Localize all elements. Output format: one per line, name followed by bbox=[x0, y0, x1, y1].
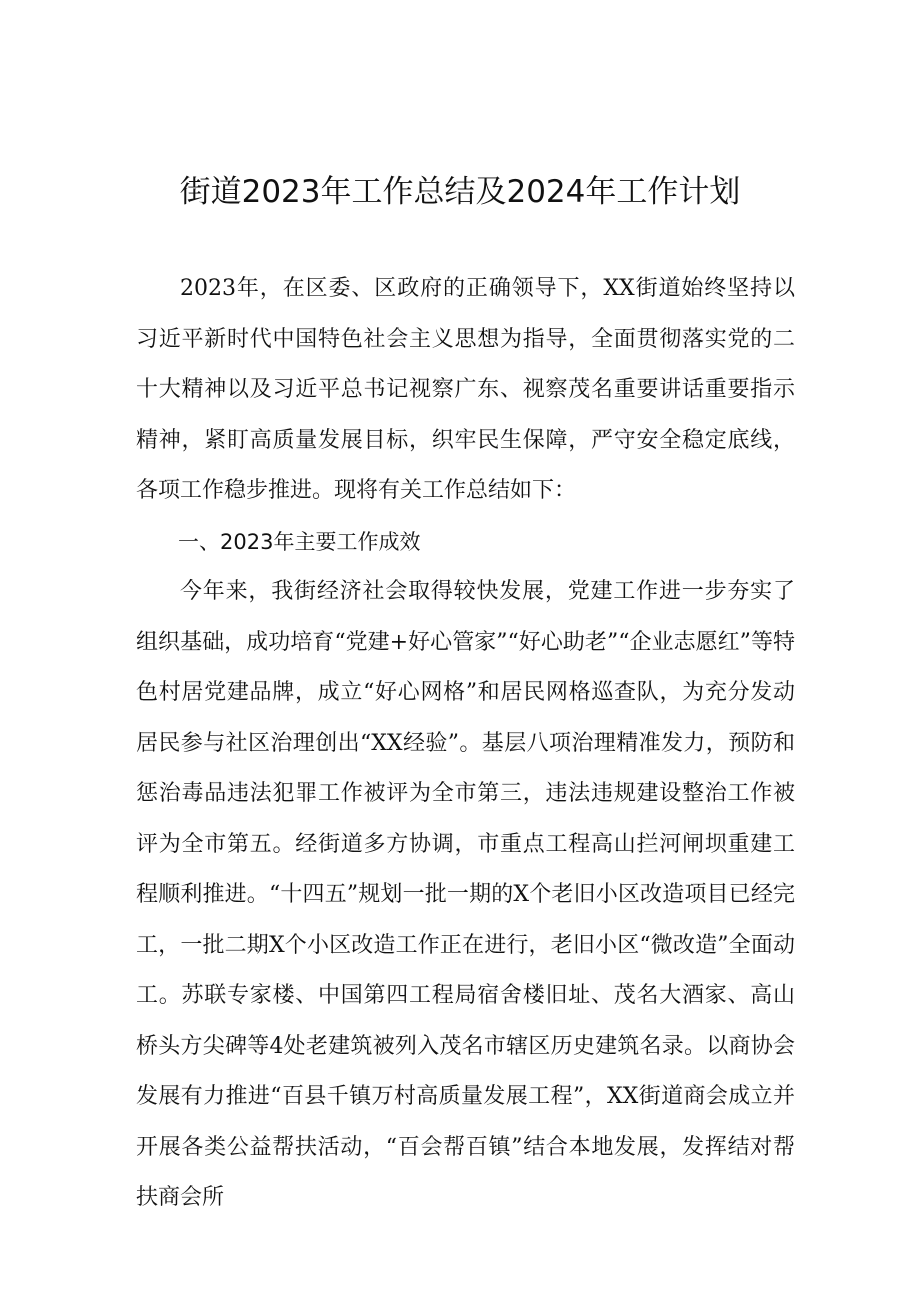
document-body bbox=[136, 264, 795, 1224]
document-title: 街道2023年工作总结及2024年工作计划 bbox=[179, 174, 741, 210]
section-heading: 一、2023年主要工作成效 bbox=[178, 529, 421, 554]
section-paragraph: 今年来，我街经济社会取得较快发展，党建工作进一步夯实了组织基础，成功培育“党建+好心管家”“好心助老”“企业志愿红”等特色村居党建品牌，成立“好心网格”和居民网格巡查队，为充分发动居民参与社区治理创出“XX经验”。基层八项治理精准发力，预防和惩治毒品违法犯罪工作被评为全市第三，违法违规建设整治工作被评为全市第五。经街道多方协调，市重点工程高山拦河闸坝重建工程顺利推进。“十四五”规划一批一期的X个老旧小区改造项目已经完工，一批二期X个小区改造工作正在进行，老旧小区“微改造”全面动工。苏联专家楼、中国第四工程局宿舍楼旧址、茂名大酒家、高山桥头方尖碑等4处老建筑被列入茂名市辖区历史建筑名录。以商协会发展有力推进“百县千镇万村高质量发展工程”，XX街道商会成立并开展各类公益帮扶活动，“百会帮百镇”结合本地发展，发挥结对帮扶商会所 bbox=[136, 579, 795, 1210]
intro-paragraph: 2023年，在区委、区政府的正确领导下，XX街道始终坚持以习近平新时代中国特色社会主义思想为指导，全面贯彻落实党的二十大精神以及习近平总书记视察广东、视察茂名重要讲话重要指示精神，紧盯高质量发展目标，织牢民生保障，严守安全稳定底线，各项工作稳步推进。现将有关工作总结如下： bbox=[136, 276, 795, 503]
